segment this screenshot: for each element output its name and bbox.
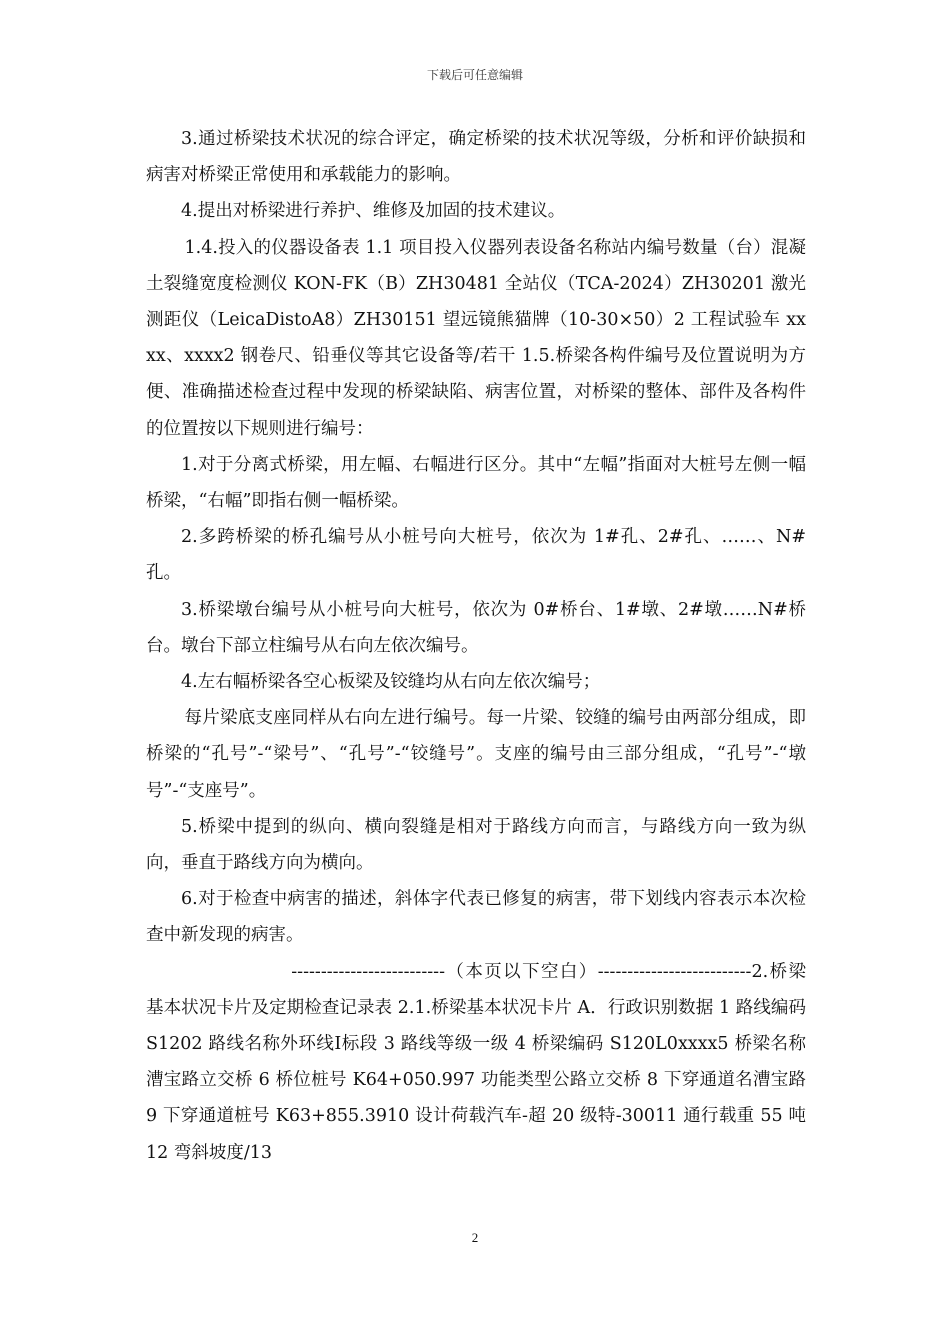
- paragraph-equipment-list: 1.4.投入的仪器设备表 1.1 项目投入仪器列表设备名称站内编号数量（台）混凝土裂缝宽度检测仪 KON-FK（B）ZH30481 全站仪（TCA-2024）ZH30201 激光测距仪（LeicaDistoA8）ZH30151 望远镜熊猫牌（10-30×50）2 工程试验车 xxxx、xxxx2 钢卷尺、铅垂仪等其它设备等/若干 1.5.桥梁各构件编号及位置说明为方便、准确描述检查过程中发现的桥梁缺陷、病害位置，对桥梁的整体、部件及各构件的位置按以下规则进行编号：: [146, 237, 806, 439]
- paragraph-rule-2: 2.多跨桥梁的桥孔编号从小桩号向大桩号，依次为 1#孔、2#孔、……、N#孔。: [146, 527, 806, 584]
- paragraph-item-4: 4.提出对桥梁进行养护、维修及加固的技术建议。: [181, 201, 566, 222]
- document-body: [146, 121, 806, 1171]
- paragraph-rule-3: 3.桥梁墩台编号从小桩号向大桩号，依次为 0#桥台、1#墩、2#墩……N#桥台。墩台下部立柱编号从右向左依次编号。: [146, 599, 806, 656]
- page-header-note: 下载后可任意编辑: [426, 68, 523, 82]
- page-number: 2: [471, 1230, 479, 1245]
- paragraph-rule-1: 1.对于分离式桥梁，用左幅、右幅进行区分。其中“左幅”指面对大桩号左侧一幅桥梁，“右幅”即指右侧一幅桥梁。: [146, 454, 806, 512]
- paragraph-rule-4: 4.左右幅桥梁各空心板梁及铰缝均从右向左依次编号；: [181, 672, 601, 693]
- paragraph-rule-5: 5.桥梁中提到的纵向、横向裂缝是相对于路线方向而言，与路线方向一致为纵向，垂直于路线方向为横向。: [146, 816, 806, 874]
- paragraph-rule-6: 6.对于检查中病害的描述，斜体字代表已修复的病害，带下划线内容表示本次检查中新发现的病害。: [146, 889, 806, 946]
- paragraph-item-3: 3.通过桥梁技术状况的综合评定，确定桥梁的技术状况等级，分析和评价缺损和病害对桥梁正常使用和承载能力的影响。: [146, 129, 806, 186]
- paragraph-bridge-card: --------------------------（本页以下空白）--------------------------2.桥梁基本状况卡片及定期检查记录表 2.1.桥梁基本状况卡片 A．行政识别数据 1 路线编码 S1202 路线名称外环线Ⅰ标段 3 路线等级一级 4 桥梁编码 S120L0xxxx5 桥梁名称漕宝路立交桥 6 桥位桩号 K64+050.997 功能类型公路立交桥 8 下穿通道名漕宝路 9 下穿通道桩号 K63+855.3910 设计荷载汽车-超 20 级特-30011 通行载重 55 吨 12 弯斜坡度/13: [146, 961, 806, 1163]
- paragraph-rule-4-detail: 每片梁底支座同样从右向左进行编号。每一片梁、铰缝的编号由两部分组成，即桥梁的“孔号”-“梁号”、“孔号”-“铰缝号”。支座的编号由三部分组成，“孔号”-“墩号”-“支座号”。: [146, 708, 806, 801]
